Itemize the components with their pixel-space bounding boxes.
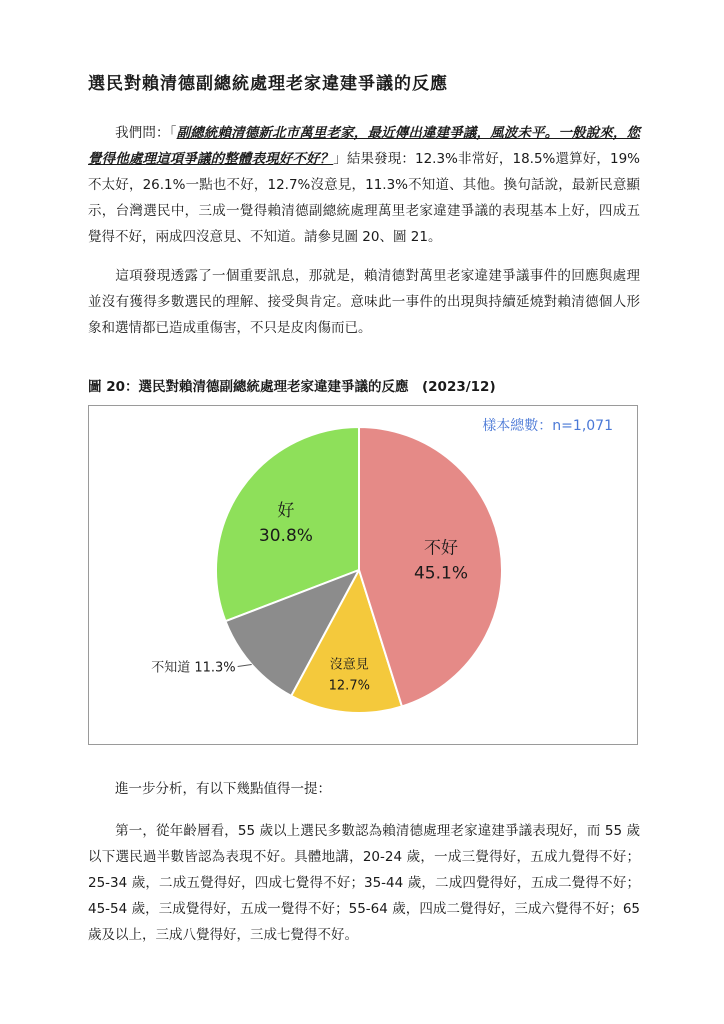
leader-line-dont-know bbox=[238, 664, 252, 666]
paragraph-survey-question bbox=[88, 120, 640, 250]
sample-size-annotation: 樣本總數：n=1,071 bbox=[482, 418, 613, 434]
paragraph-age-analysis bbox=[88, 818, 640, 948]
paragraph-implication-text: 這項發現透露了一個重要訊息，那就是，賴清德對萬里老家違建爭議事件的回應與處理並沒有獲得多數選民的理解、接受與肯定。意味此一事件的出現與持續延燒對賴清德個人形象和選情都已造成重傷害，不只是皮肉傷而已。 bbox=[88, 268, 640, 336]
slice-label-dont-know: 不知道 11.3% bbox=[151, 660, 236, 676]
slice-category-label: 不好 bbox=[423, 538, 458, 559]
paragraph-analysis-intro bbox=[88, 776, 640, 802]
pie-chart bbox=[89, 406, 637, 744]
paragraph-analysis-intro-text: 進一步分析，有以下幾點值得一提： bbox=[115, 781, 331, 797]
pie-chart-frame bbox=[88, 405, 638, 745]
figure-caption: 圖 20：選民對賴清德副總統處理老家違建爭議的反應 (2023/12) bbox=[88, 379, 496, 395]
paragraph-age-analysis-text: 第一，從年齡層看，55 歲以上選民多數認為賴清德處理老家違建爭議表現好，而 55 歲以下選民過半數皆認為表現不好。具體地講，20-24 歲，一成三覺得好，五成九覺得不好；25-34 歲，二成五覺得好，四成七覺得不好；35-44 歲，二成四覺得好，五成二覺得不好；45-54 歲，三成覺得好，五成一覺得不好；55-64 歲，四成二覺得好，三成六覺得不好；65 歲及以上，三成八覺得好，三成七覺得不好。 bbox=[88, 823, 640, 943]
paragraph-results: 」結果發現：12.3%非常好，18.5%還算好，19%不太好，26.1%一點也不好，12.7%沒意見，11.3%不知道、其他。換句話說，最新民意顯示，台灣選民中，三成一覺得賴清德副總統處理萬里老家違建爭議的表現基本上好，四成五覺得不好，兩成四沒意見、不知道。請參見圖 20、圖 21。 bbox=[88, 151, 640, 245]
slice-category-label: 沒意見 bbox=[329, 657, 369, 673]
slice-value-label: 30.8% bbox=[258, 525, 313, 546]
survey-question-text: 副總統賴清德新北市萬里老家，最近傳出違建爭議，風波未平。一般說來，您覺得他處理這項爭議的整體表現好不好？ bbox=[88, 125, 641, 167]
document-title: 選民對賴清德副總統處理老家違建爭議的反應 bbox=[88, 74, 448, 94]
slice-value-label: 12.7% bbox=[328, 678, 370, 694]
slice-value-label: 45.1% bbox=[413, 563, 468, 584]
paragraph-implication bbox=[88, 263, 640, 341]
slice-category-label: 好 bbox=[277, 500, 295, 521]
paragraph-lead: 我們問：「 bbox=[115, 125, 177, 141]
